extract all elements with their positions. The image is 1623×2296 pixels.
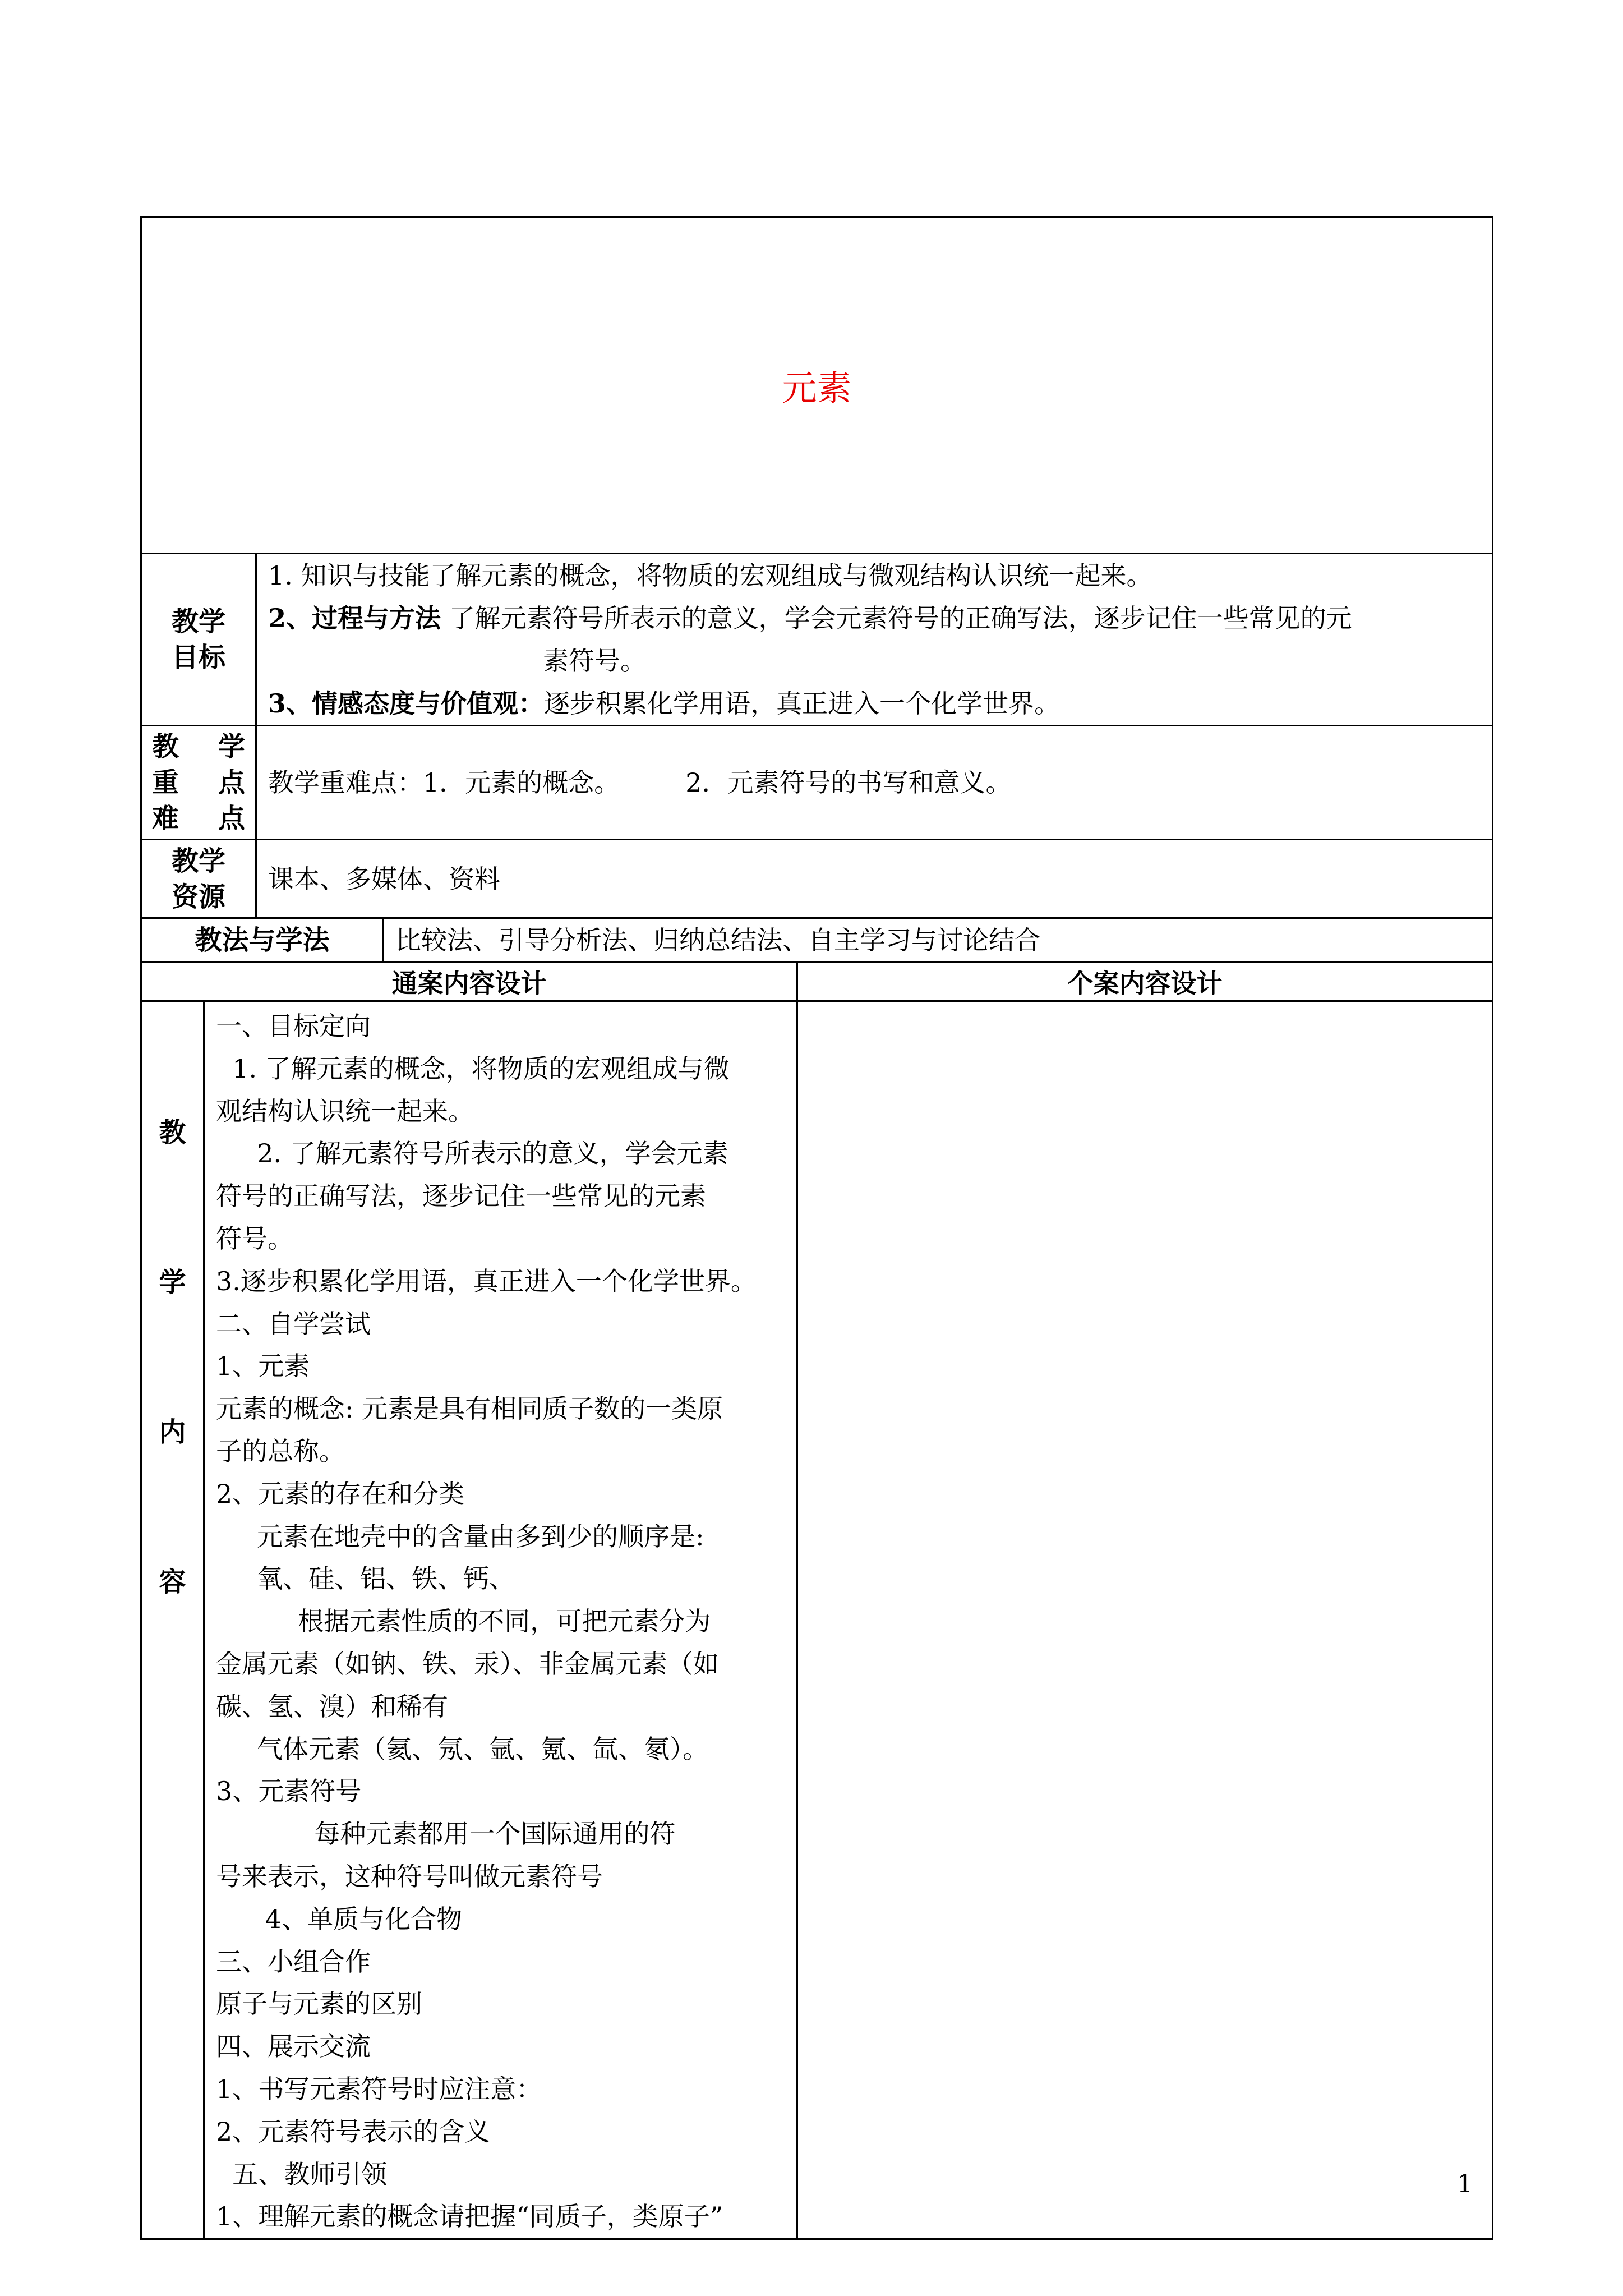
content-line: 二、自学尝试 <box>216 1308 371 1339</box>
goals-label: 教学 目标 <box>141 554 256 726</box>
content-line: 号来表示，这种符号叫做元素符号 <box>216 1861 603 1892</box>
content-line: 2、元素的存在和分类 <box>216 1478 465 1509</box>
goal-item-2-cont: 素符号。 <box>543 646 646 676</box>
common-design-header: 通案内容设计 <box>141 963 797 1001</box>
content-line: 1. 了解元素的概念，将物质的宏观组成与微 <box>216 1053 730 1084</box>
content-line: 符号。 <box>216 1223 293 1254</box>
page-number: 1 <box>1457 2170 1473 2198</box>
content-line: 四、展示交流 <box>216 2031 371 2062</box>
content-line: 每种元素都用一个国际通用的符 <box>216 1819 676 1849</box>
goal-item-1: 1. 知识与技能了解元素的概念，将物质的宏观组成与微观结构认识统一起来。 <box>268 560 1152 591</box>
resources-label: 教学 资源 <box>141 840 256 918</box>
content-line: 根据元素性质的不同，可把元素分为 <box>216 1606 711 1637</box>
goal-item-3: 3、情感态度与价值观：逐步积累化学用语，真正进入一个化学世界。 <box>268 688 1061 719</box>
resources-content: 课本、多媒体、资料 <box>256 840 1493 918</box>
keypoints-content: 教学重难点：1．元素的概念。 2．元素符号的书写和意义。 <box>256 726 1493 840</box>
keypoints-label: 教 学 重 点 难 点 <box>141 726 256 840</box>
content-line: 观结构认识统一起来。 <box>216 1096 474 1126</box>
methods-label: 教法与学法 <box>141 918 384 963</box>
goal-item-2: 2、过程与方法 了解元素符号所表示的意义，学会元素符号的正确写法，逐步记住一些常见的元 <box>268 603 1352 633</box>
individual-design-content <box>797 1001 1493 2239</box>
content-line: 4、单质与化合物 <box>216 1903 462 1934</box>
teaching-content-label: 教 学 内 容 <box>141 1001 204 2239</box>
methods-content: 比较法、引导分析法、归纳总结法、自主学习与讨论结合 <box>384 918 1493 963</box>
goals-content <box>256 554 1493 726</box>
content-line: 子的总称。 <box>216 1435 345 1466</box>
page-title: 元素 <box>141 217 1493 554</box>
content-line: 五、教师引领 <box>216 2159 388 2189</box>
content-line: 2. 了解元素符号所表示的意义，学会元素 <box>216 1138 728 1169</box>
content-line: 1、理解元素的概念请把握“同质子，类原子” <box>216 2201 723 2232</box>
content-line: 3、元素符号 <box>216 1776 362 1807</box>
individual-design-header: 个案内容设计 <box>797 963 1493 1001</box>
content-line: 3.逐步积累化学用语，真正进入一个化学世界。 <box>216 1266 757 1296</box>
content-line: 金属元素（如钠、铁、汞）、非金属元素（如 <box>216 1648 719 1679</box>
content-line: 1、书写元素符号时应注意： <box>216 2073 542 2104</box>
content-line: 碳、氢、溴）和稀有 <box>216 1691 448 1722</box>
content-line: 2、元素符号表示的含义 <box>216 2116 491 2147</box>
common-design-content <box>204 1001 797 2239</box>
content-line: 1、元素 <box>216 1351 310 1382</box>
content-line: 元素的概念: 元素是具有相同质子数的一类原 <box>216 1393 723 1424</box>
content-line: 一、目标定向 <box>216 1011 371 1041</box>
content-line: 氧、硅、铝、铁、钙、 <box>216 1563 515 1594</box>
content-line: 气体元素（氦、氖、氩、氪、氙、氡）。 <box>216 1733 709 1764</box>
content-line: 符号的正确写法，逐步记住一些常见的元素 <box>216 1181 706 1212</box>
content-line: 元素在地壳中的含量由多到少的顺序是: <box>216 1521 704 1552</box>
content-line: 原子与元素的区别 <box>216 1989 422 2019</box>
lesson-plan-table <box>140 216 1493 2240</box>
content-line: 三、小组合作 <box>216 1946 371 1977</box>
